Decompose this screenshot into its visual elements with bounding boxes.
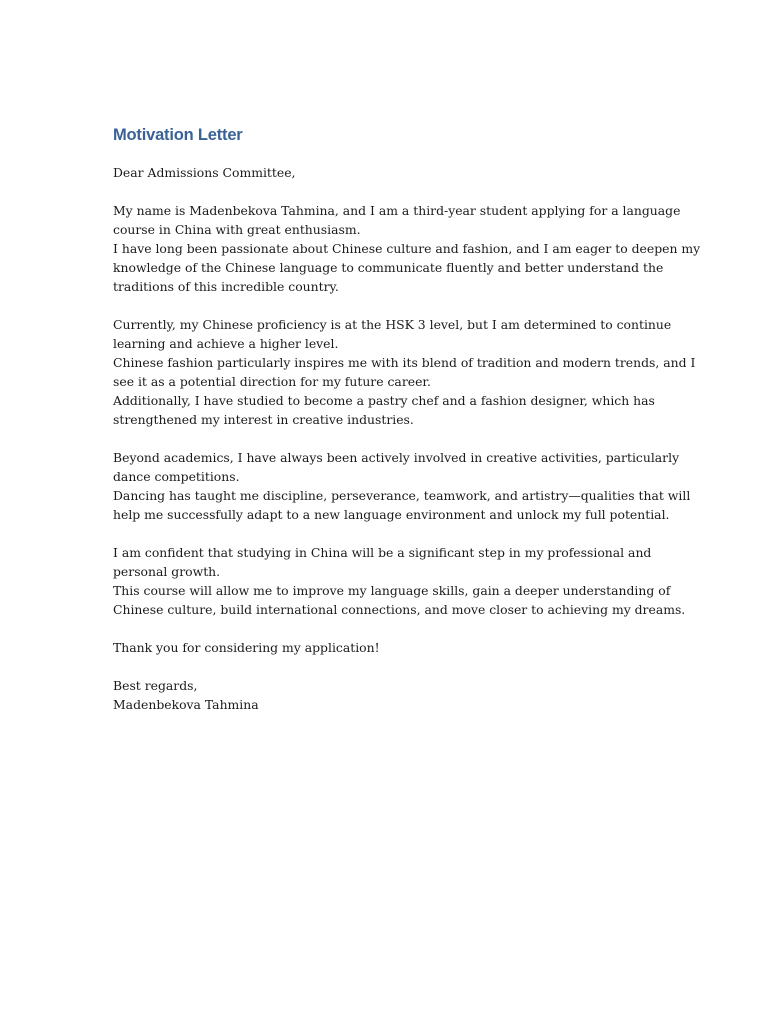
- text-line: Currently, my Chinese proficiency is at the HSK 3 level, but I am determined to continue: [113, 317, 672, 332]
- closing-line: Best regards,: [113, 678, 198, 693]
- thanks-line: Thank you for considering my application!: [113, 640, 380, 655]
- text-line: learning and achieve a higher level.: [113, 336, 339, 351]
- text-line: see it as a potential direction for my future career.: [113, 374, 431, 389]
- text-line: Dancing has taught me discipline, perseverance, teamwork, and artistry—qualities that will: [113, 488, 691, 503]
- signature-name: Madenbekova Tahmina: [113, 697, 259, 712]
- text-line: Chinese culture, build international connections, and move closer to achieving my dreams.: [113, 602, 686, 617]
- paragraph-introduction: [113, 201, 701, 296]
- paragraph-proficiency: [113, 315, 696, 429]
- letter-title: Motivation Letter: [113, 126, 243, 144]
- text-line: My name is Madenbekova Tahmina, and I am a third-year student applying for a language: [113, 203, 681, 218]
- text-line: Beyond academics, I have always been actively involved in creative activities, particularly: [113, 450, 680, 465]
- text-line: I am confident that studying in China will be a significant step in my professional and: [113, 545, 652, 560]
- letter-body: [113, 124, 701, 714]
- text-line: Chinese fashion particularly inspires me with its blend of tradition and modern trends, and I: [113, 355, 696, 370]
- salutation: Dear Admissions Committee,: [113, 165, 296, 180]
- text-line: Additionally, I have studied to become a pastry chef and a fashion designer, which has: [113, 393, 655, 408]
- text-line: traditions of this incredible country.: [113, 279, 339, 294]
- text-line: knowledge of the Chinese language to communicate fluently and better understand the: [113, 260, 664, 275]
- text-line: course in China with great enthusiasm.: [113, 222, 361, 237]
- paragraph-conclusion: [113, 543, 686, 619]
- text-line: dance competitions.: [113, 469, 240, 484]
- text-line: I have long been passionate about Chinese culture and fashion, and I am eager to deepen my: [113, 241, 701, 256]
- text-line: personal growth.: [113, 564, 221, 579]
- text-line: This course will allow me to improve my language skills, gain a deeper understanding of: [113, 583, 671, 598]
- text-line: strengthened my interest in creative industries.: [113, 412, 414, 427]
- text-line: help me successfully adapt to a new language environment and unlock my full potential.: [113, 507, 670, 522]
- paragraph-activities: [113, 448, 691, 524]
